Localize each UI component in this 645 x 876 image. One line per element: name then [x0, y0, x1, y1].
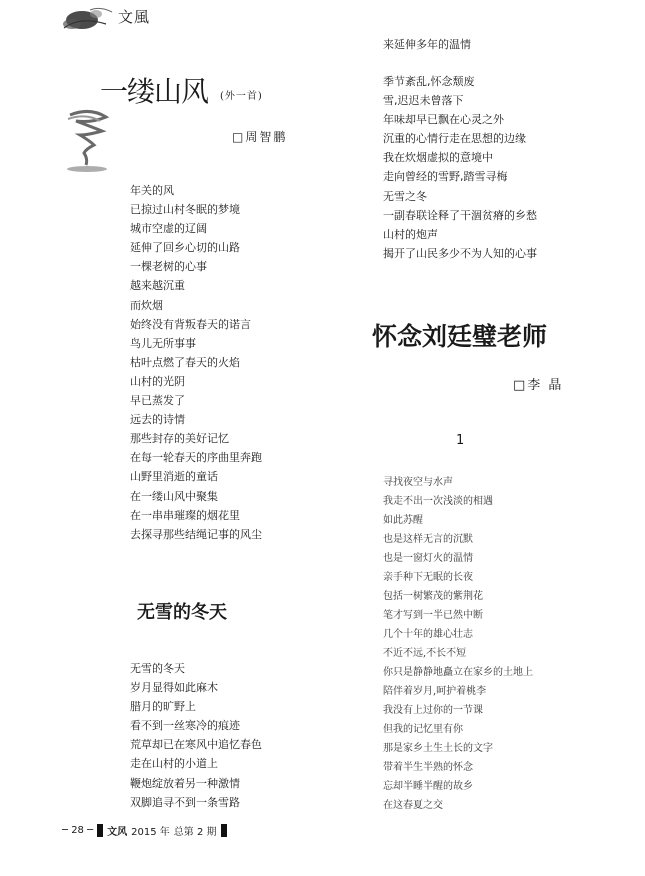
poem-line: 揭开了山民多少不为人知的心事 [383, 246, 537, 260]
poem-line: 荒草却已在寒风中追忆春色 [130, 738, 262, 752]
poem-line: 也是一窗灯火的温情 [383, 553, 473, 564]
poem-subtitle: (外一首) [220, 91, 263, 102]
poem-line: 山村的光阴 [130, 374, 185, 388]
poem-line: 延伸了回乡心切的山路 [130, 241, 240, 255]
poem2-stanza-2 [383, 72, 537, 263]
article-author: □李 晶 [513, 378, 564, 393]
poem-line: 早已蒸发了 [130, 394, 185, 408]
poem-line: 如此苏醒 [383, 515, 423, 526]
poem-line: 年关的风 [130, 184, 174, 197]
folio-bar-icon [221, 824, 227, 837]
poem-line: 年味却早已飘在心灵之外 [383, 113, 504, 127]
folio-bar-icon [97, 824, 103, 837]
poem-line: 而炊烟 [130, 298, 163, 312]
poem1-body [130, 181, 262, 544]
poem2-body [130, 659, 262, 812]
poem-line: 看不到一丝寒冷的痕迹 [130, 719, 240, 733]
poem-line: 在每一轮春天的序曲里奔跑 [130, 451, 262, 465]
poem-line: 几个十年的雄心壮志 [383, 629, 473, 640]
poem2-title: 无雪的冬天 [137, 602, 227, 623]
poem-line: 走在山村的小道上 [130, 757, 218, 771]
section-number: 1 [456, 433, 465, 448]
masthead-title: 文風 [118, 8, 151, 26]
poem-line: 山野里消逝的童话 [130, 470, 218, 484]
poem-line: 远去的诗情 [130, 413, 185, 427]
poem-line: 亲手种下无眠的长夜 [383, 572, 473, 583]
issue-number: 总第 2 期 [173, 827, 217, 838]
poem-line: 在这春夏之交 [383, 800, 443, 811]
poem-line: 也是这样无言的沉默 [383, 534, 473, 545]
poem-line: 一棵老树的心事 [130, 260, 207, 274]
poem-line: 始终没有背叛春天的诺言 [130, 317, 251, 331]
poem-line: 季节紊乱,怀念颓废 [383, 75, 475, 88]
poem-line: 一副春联诠释了干涸贫瘠的乡愁 [383, 208, 537, 222]
poem-line: 寻找夜空与水声 [383, 477, 453, 488]
magazine-name: 文风 [107, 827, 128, 838]
poem-line: 走向曾经的雪野,踏雪寻梅 [383, 170, 508, 184]
poem-line: 城市空虚的辽阔 [130, 222, 207, 236]
issue-year: 2015 年 [131, 827, 170, 838]
poem-line: 来延伸多年的温情 [383, 38, 471, 51]
poem-title: 一缕山风 [100, 75, 209, 108]
poem-line: 但我的记忆里有你 [383, 724, 463, 735]
poem-line: 岁月显得如此麻木 [130, 681, 218, 695]
article-title: 怀念刘廷璧老师 [372, 322, 548, 351]
poem-line: 我没有上过你的一节课 [383, 705, 483, 716]
poem-line: 笔才写到一半已然中断 [383, 610, 483, 621]
poem-line: 无雪之冬 [383, 189, 427, 203]
poem-line: 在一串串璀璨的烟花里 [130, 508, 240, 522]
poem-line: 鸟儿无所事事 [130, 336, 196, 350]
poem-line: 包括一树繁茂的紫荆花 [383, 591, 483, 602]
poem-line: 无雪的冬天 [130, 662, 185, 675]
poem-line: 越来越沉重 [130, 279, 185, 293]
poem-line: 枯叶点燃了春天的火焰 [130, 355, 240, 369]
poem-line: 陪伴着岁月,呵护着桃李 [383, 686, 487, 697]
poem-line: 双脚追寻不到一条雪路 [130, 795, 240, 809]
whirlwind-illustration [62, 105, 112, 175]
poem-line: 那是家乡土生土长的文字 [383, 743, 493, 754]
poem-line: 山村的炮声 [383, 227, 438, 241]
poem-line: 我走不出一次浅淡的相遇 [383, 496, 493, 507]
poem-line: 你只是静静地矗立在家乡的土地上 [383, 667, 533, 678]
article-body [383, 473, 533, 815]
poem-line: 不近不远,不长不短 [383, 648, 467, 659]
poem-author: □周智鹏 [232, 130, 288, 144]
poem2-continued [383, 35, 471, 54]
poem-line: 带着半生半熟的怀念 [383, 762, 473, 773]
poem-line: 去探寻那些结绳记事的风尘 [130, 527, 262, 541]
poem-line: 那些封存的美好记忆 [130, 432, 229, 446]
poem-line: 在一缕山风中聚集 [130, 489, 218, 503]
poem-line: 雪,迟迟未曾落下 [383, 94, 464, 108]
poem-line: 腊月的旷野上 [130, 700, 196, 714]
poem-line: 忘却半睡半醒的故乡 [383, 781, 473, 792]
poem-line: 我在炊烟虚拟的意境中 [383, 151, 493, 165]
masthead-decoration [60, 2, 170, 36]
poem-line: 已掠过山村冬眠的梦境 [130, 203, 240, 217]
poem-line: 鞭炮绽放着另一种激情 [130, 776, 240, 790]
poem-line: 沉重的心情行走在思想的边缘 [383, 132, 526, 146]
page-number: ─ 28 ─ [62, 825, 94, 836]
page-footer [62, 823, 227, 838]
